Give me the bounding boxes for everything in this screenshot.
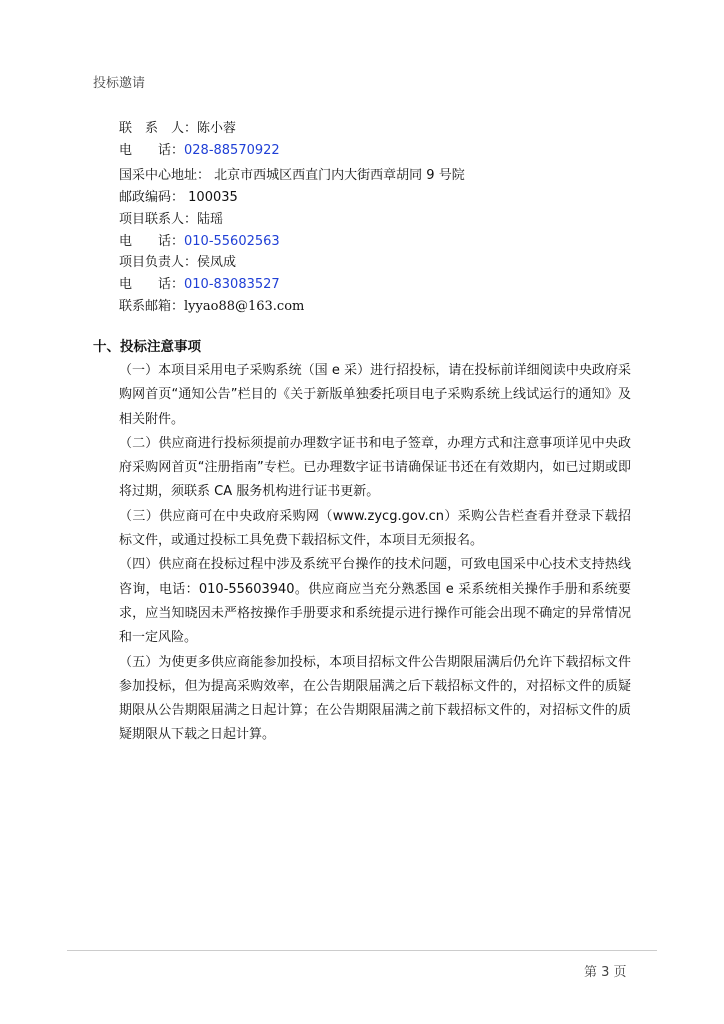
paragraph-3: （三）供应商可在中央政府采购网（www.zycg.gov.cn）采购公告栏查看并登录下载招标文件，或通过投标工具免费下载招标文件，本项目无须报名。 <box>119 508 631 549</box>
contact-label: 邮政编码： <box>119 190 185 206</box>
contact-info <box>119 118 679 317</box>
contact-label: 国采中心地址： <box>119 168 211 184</box>
phone-number: 010-55602563 <box>184 233 280 249</box>
phone-number: 010-83083527 <box>184 276 280 292</box>
paragraph-5: （五）为使更多供应商能参加投标，本项目招标文件公告期限届满后仍允许下载招标文件参加投标，但为提高采购效率，在公告期限届满之后下载招标文件的，对招标文件的质疑期限从公告期限届满之日起计算；在公告期限届满之前下载招标文件的，对招标文件的质疑期限从下载之日起计算。 <box>119 654 631 743</box>
contact-value: 100035 <box>188 190 238 206</box>
contact-value: 侯凤成 <box>197 255 237 271</box>
contact-line <box>119 187 679 209</box>
contact-line <box>119 140 679 162</box>
contact-line <box>119 118 679 140</box>
page-number: 第 3 页 <box>584 965 627 980</box>
phone-number: 028-88570922 <box>184 142 280 158</box>
contact-label: 电 话： <box>119 142 185 158</box>
contact-line <box>119 165 679 187</box>
contact-value: 陆瑶 <box>197 211 224 227</box>
contact-label: 项目负责人： <box>119 255 198 271</box>
paragraph-2: （二）供应商进行投标须提前办理数字证书和电子签章，办理方式和注意事项详见中央政府采购网首页“注册指南”专栏。已办理数字证书请确保证书还在有效期内，如已过期或即将过期，须联系 CA 服务机构进行证书更新。 <box>119 435 631 500</box>
section-title: 十、投标注意事项 <box>93 339 201 355</box>
contact-label: 项目联系人： <box>119 211 198 227</box>
contact-label: 联 系 人： <box>119 121 198 136</box>
contact-line <box>119 252 679 274</box>
contact-email: lyyao88@163.com <box>184 298 305 314</box>
paragraph-4: （四）供应商在投标过程中涉及系统平台操作的技术问题，可致电国采中心技术支持热线咨询，电话：010-55603940。供应商应当充分熟悉国 e 采系统相关操作手册和系统要求，应当知晓因未严格按操作手册要求和系统提示进行操作可能会出现不确定的异常情况和一定风险。 <box>119 557 631 646</box>
contact-value: 北京市西城区西直门内大街西章胡同 9 号院 <box>214 168 465 184</box>
contact-line <box>119 274 679 296</box>
paragraph-1: （一）本项目采用电子采购系统（国 e 采）进行招投标，请在投标前详细阅读中央政府采购网首页“通知公告”栏目的《关于新版单独委托项目电子采购系统上线试运行的通知》及相关附件。 <box>119 363 631 427</box>
page-header: 投标邀请 <box>93 76 146 91</box>
footer-divider <box>67 950 657 951</box>
contact-line <box>119 296 679 318</box>
contact-label: 电 话： <box>119 276 185 292</box>
contact-label: 联系邮箱： <box>119 298 185 314</box>
contact-value: 陈小蓉 <box>197 121 237 136</box>
contact-label: 电 话： <box>119 233 185 249</box>
contact-line <box>119 209 679 231</box>
section-body <box>119 359 631 748</box>
contact-line <box>119 231 679 253</box>
